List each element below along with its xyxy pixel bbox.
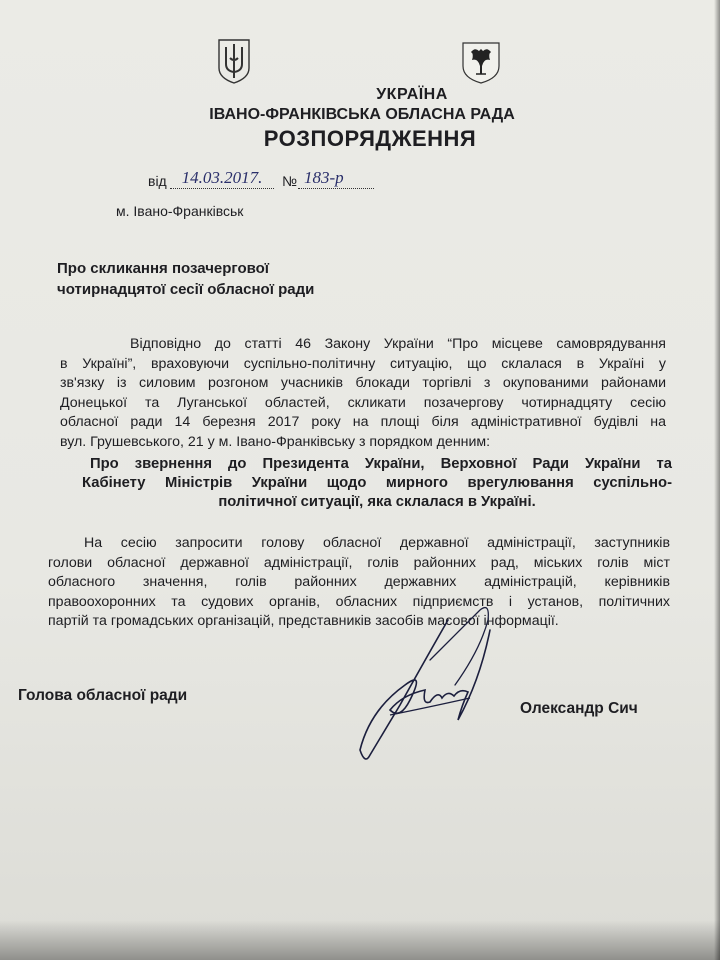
document-type-heading: РОЗПОРЯДЖЕННЯ	[263, 126, 477, 151]
bottom-shadow	[0, 920, 720, 960]
document-subject	[57, 258, 417, 300]
paragraph-line: правоохоронних та судових органів, обласних підприємств і установ, політичних	[48, 593, 670, 610]
council-heading: ІВАНО-ФРАНКІВСЬКА ОБЛАСНА РАДА	[209, 106, 515, 123]
paragraph-line: партій та громадських організацій, представників засобів масової інформації.	[48, 613, 559, 629]
handwritten-signature	[330, 590, 500, 775]
paragraph-line: в Україні”, враховуючи суспільно-політичну ситуацію, що склалася в Україні у	[60, 355, 666, 372]
paragraph-line: голови обласної державної адміністрації, голів районних рад, міських голів міст	[48, 554, 670, 571]
paragraph-line: зв'язку із силовим розгоном учасників блокади торгівлі з окупованими районами	[60, 375, 666, 391]
signatory-name: Олександр Сич	[520, 700, 638, 717]
paragraph-line: обласної ради 14 березня 2017 року на площі біля адміністративної будівлі на	[60, 414, 666, 430]
paragraph-line: обласного значення, голів районних державних адміністрацій, керівників	[48, 574, 670, 590]
paragraph-line: Кабінету Міністрів України щодо мирного врегулювання суспільно-	[82, 475, 672, 491]
paragraph-line: Відповідно до статті 46 Закону України “Про місцеве самоврядування	[130, 336, 666, 352]
date-label: від	[148, 173, 167, 189]
city-line: м. Івано-Франківськ	[116, 203, 244, 219]
paragraph-line: вул. Грушевського, 21 у м. Івано-Франківську з порядком денним:	[60, 433, 491, 450]
subject-line-1: Про скликання позачергової	[57, 260, 270, 277]
trident-emblem-icon	[216, 38, 252, 84]
paragraph-convocation	[60, 335, 666, 452]
regional-coat-of-arms-icon	[460, 40, 502, 84]
paragraph-line: На сесію запросити голову обласної державної адміністрації, заступників	[84, 535, 670, 551]
number-handwritten: 183-р	[298, 168, 374, 189]
date-handwritten: 14.03.2017.	[170, 168, 274, 189]
signatory-title: Голова обласної ради	[18, 687, 188, 704]
number-label: №	[282, 173, 298, 189]
page-edge-shadow	[714, 0, 720, 960]
paragraph-line: Донецької та Луганської областей, скликати позачергову чотирнадцяту сесію	[60, 394, 666, 411]
paragraph-agenda	[82, 455, 672, 512]
country-heading: УКРАЇНА	[376, 86, 448, 103]
subject-line-2: чотирнадцятої сесії обласної ради	[57, 281, 315, 298]
paragraph-line: Про звернення до Президента України, Верховної Ради України та	[90, 456, 672, 472]
paragraph-line: політичної ситуації, яка склалася в Україні.	[218, 494, 536, 510]
